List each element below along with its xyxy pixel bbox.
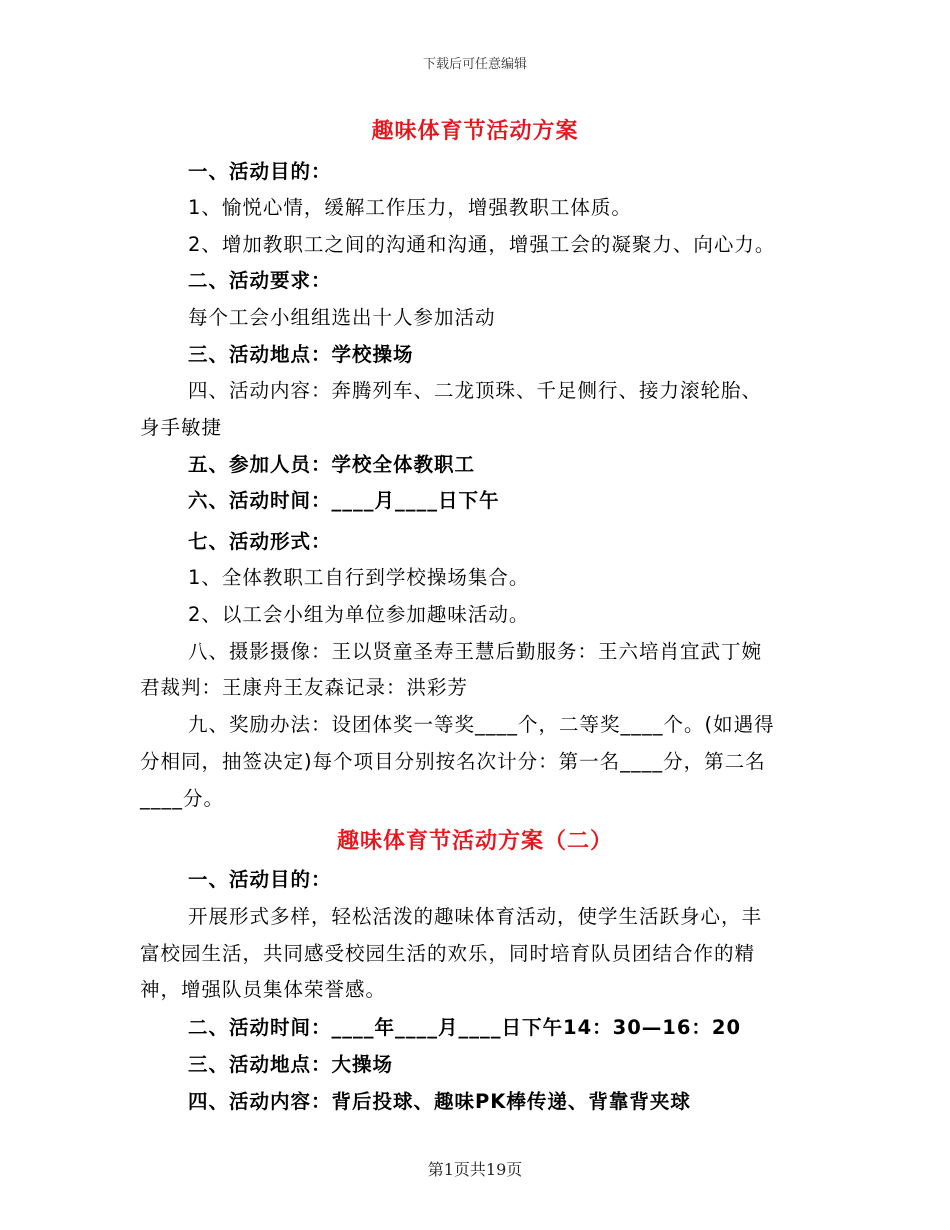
paragraph: ____分。 — [140, 787, 225, 810]
section-heading: 七、活动形式： — [188, 530, 332, 553]
paragraph: 身手敏捷 — [140, 416, 223, 439]
section-heading: 二、活动时间：____年____月____日下午14：30—16：20 — [188, 1016, 742, 1039]
paragraph: 1、全体教职工自行到学校操场集合。 — [188, 566, 530, 589]
paragraph: 每个工会小组组选出十人参加活动 — [188, 306, 496, 329]
section-heading: 五、参加人员：学校全体教职工 — [188, 453, 476, 476]
paragraph: 神，增强队员集体荣誉感。 — [140, 978, 387, 1001]
paragraph: 九、奖励办法：设团体奖一等奖____个，二等奖____个。(如遇得 — [188, 713, 775, 736]
section-heading: 六、活动时间：____月____日下午 — [188, 489, 500, 512]
section-heading: 二、活动要求： — [188, 269, 332, 292]
paragraph: 君裁判：王康舟王友森记录：洪彩芳 — [140, 676, 469, 699]
paragraph: 四、活动内容：奔腾列车、二龙顶珠、千足侧行、接力滚轮胎、 — [188, 379, 763, 402]
section-heading: 三、活动地点：学校操场 — [188, 343, 414, 366]
paragraph: 2、以工会小组为单位参加趣味活动。 — [188, 603, 530, 626]
section-heading: 三、活动地点：大操场 — [188, 1053, 394, 1076]
paragraph: 开展形式多样，轻松活泼的趣味体育活动，使学生活跃身心，丰 — [188, 905, 763, 928]
paragraph: 2、增加教职工之间的沟通和沟通，增强工会的凝聚力、向心力。 — [188, 233, 776, 256]
paragraph: 富校园生活，共同感受校园生活的欢乐，同时培育队员团结合作的精 — [140, 942, 756, 965]
doc-title: 趣味体育节活动方案（二） — [336, 829, 613, 854]
doc-title: 趣味体育节活动方案 — [371, 119, 579, 144]
header-note: 下载后可任意编辑 — [422, 57, 527, 72]
page-number: 第1页共19页 — [427, 1160, 523, 1179]
paragraph: 分相同，抽签决定)每个项目分别按名次计分：第一名____分，第二名 — [140, 750, 766, 773]
paragraph: 1、愉悦心情，缓解工作压力，增强教职工体质。 — [188, 196, 632, 219]
section-heading: 一、活动目的： — [188, 160, 332, 183]
section-heading: 四、活动内容：背后投球、趣味PK棒传递、背靠背夹球 — [188, 1090, 691, 1113]
section-heading: 一、活动目的： — [188, 868, 332, 891]
paragraph: 八、摄影摄像：王以贤童圣寿王慧后勤服务：王六培肖宜武丁婉 — [188, 640, 763, 663]
